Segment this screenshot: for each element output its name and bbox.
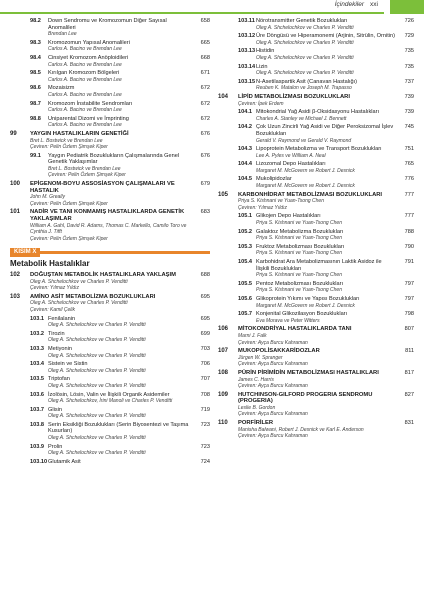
section-title: Down Sendromu ve Kromozomun Diğer Sayısal Anomalileri: [48, 18, 167, 31]
section-title: Mozaisizm: [48, 85, 75, 92]
section-page: 723: [200, 421, 210, 428]
section-page: 699: [200, 330, 210, 337]
section-title: Karbohidrat Ara Metabolizmasının Laktik Asidoz ile İlişkili Bozuklukları: [256, 259, 382, 272]
section-title: Mukolipidozlar: [256, 176, 292, 183]
author-line: Carlos A. Bacino ve Brendan Lee: [48, 76, 122, 83]
toc-section-entry: [30, 85, 210, 98]
section-number: 103.13: [238, 48, 256, 55]
section-number: 103.4: [30, 361, 44, 368]
toc-section-entry: [30, 55, 210, 68]
chapter-number: 102: [10, 272, 21, 278]
section-number: 104.4: [238, 161, 252, 168]
author-line: Çeviren: Ayça Burcu Kahraman: [238, 383, 308, 390]
section-number: 99.1: [30, 152, 41, 159]
author-line: Çeviren: Kamil Çelik: [30, 306, 76, 313]
section-number: 105.2: [238, 228, 252, 235]
chapter-number: 107: [218, 348, 229, 355]
section-page: 658: [200, 18, 210, 24]
section-number: 103.6: [30, 391, 44, 398]
author-line: Carlos A. Bacino ve Brendan Lee: [48, 61, 122, 68]
author-line: Çeviren: Pelin Özlem Şimşek Kiper: [48, 172, 126, 179]
author-line: Çeviren: Yılmaz Yıldız: [30, 285, 80, 292]
toc-chapter-entry: [218, 192, 414, 212]
section-page: 797: [404, 280, 414, 287]
section-page: 671: [200, 70, 210, 77]
section-number: 105.4: [238, 259, 252, 265]
author-line: Oleg A. Shchelochkov ve Charles P. Venditti: [256, 54, 354, 61]
toc-section-entry: [238, 146, 414, 159]
section-page: 791: [404, 259, 414, 265]
section-number: 98.8: [30, 115, 41, 122]
author-line: Carlos A. Bacino ve Brendan Lee: [48, 91, 122, 98]
section-page: 695: [200, 315, 210, 322]
section-page: 703: [200, 345, 210, 352]
chapter-page: 827: [404, 391, 414, 398]
author-line: Oleg A. Shchelochkov ve Charles P. Venditti: [48, 322, 146, 329]
author-line: Çeviren: Pelin Özlem Şimşek Kiper: [30, 200, 108, 207]
author-line: Priya S. Kishnani ve Yuan-Tsong Chen: [256, 220, 342, 227]
section-title: Cinsiyet Kromozom Anöploidileri: [48, 54, 129, 61]
chapter-title: KARBONHİDRAT METABOLİZMASI BOZUKLUKLARI: [238, 191, 383, 198]
section-number: 98.7: [30, 100, 41, 107]
author-line: Margaret M. McGovern ve Robert J. Desnick: [256, 167, 355, 174]
section-number: 98.6: [30, 85, 41, 92]
section-title: Kırılgan Kromozom Bölgeleri: [48, 70, 120, 77]
toc-section-entry: [238, 311, 414, 324]
author-line: Oleg A. Shchelochkov ve Charles P. Venditti: [48, 450, 146, 457]
toc-section-entry: [30, 392, 210, 405]
section-number: 104.1: [238, 109, 252, 116]
section-page: 672: [200, 85, 210, 92]
author-line: Oleg A. Shchelochkov ve Charles P. Venditti: [48, 413, 146, 420]
section-number: 104.5: [238, 176, 252, 183]
section-page: 751: [404, 146, 414, 153]
author-line: Oleg A. Shchelochkov ve Charles P. Venditti: [30, 278, 128, 285]
section-title: Glutamik Asit: [48, 458, 81, 465]
chapter-number: 108: [218, 369, 229, 376]
section-number: 104.3: [238, 146, 252, 153]
section-page: 665: [200, 39, 210, 46]
toc-section-entry: [30, 70, 210, 83]
chapter-number: 106: [218, 326, 229, 333]
chapter-number: 105: [218, 191, 229, 198]
chapter-number: 103: [10, 293, 21, 300]
toc-section-entry: [30, 316, 210, 329]
section-title: Galaktoz Metabolizma Bozuklukları: [256, 228, 344, 235]
section-page: 672: [200, 115, 210, 122]
chapter-page: 831: [404, 420, 414, 427]
chapter-title: DOĞUŞTAN METABOLİK HASTALIKLARA YAKLAŞIM: [30, 272, 176, 278]
chapter-title: PORFİRİLER: [238, 420, 274, 427]
section-page: 706: [200, 361, 210, 368]
author-line: John M. Greally: [30, 194, 66, 201]
section-title: Glikojen Depo Hastalıkları: [256, 213, 321, 220]
chapter-title: YAYGIN HASTALIKLARIN GENETİĞİ: [30, 130, 129, 137]
section-number: 103.3: [30, 345, 44, 352]
section-page: 676: [200, 152, 210, 159]
chapter-page: 817: [404, 369, 414, 376]
toc-chapter-entry: [218, 420, 414, 440]
toc-chapter-entry: [218, 94, 414, 107]
author-line: Jürgen W. Spranger: [238, 354, 283, 361]
toc-chapter-entry: [218, 370, 414, 390]
chapter-title: MİTOKONDRİYAL HASTALIKLARDA TANI: [238, 326, 352, 333]
section-title: Konjenital Glikozilasyon Bozuklukları: [256, 311, 348, 318]
section-title: Fruktoz Metabolizması Bozuklukları: [256, 243, 345, 250]
section-page: 739: [404, 109, 414, 116]
author-line: Çeviren: Ayça Burcu Kahraman: [238, 411, 308, 418]
chapter-number: 100: [10, 181, 21, 188]
section-title: Triptofan: [48, 376, 70, 383]
section-number: 103.10: [30, 458, 48, 465]
chapter-page: 777: [404, 191, 414, 198]
section-title: Üre Döngüsü ve Hiperamonemi (Arjinin, Sitrülin, Ornitin): [256, 33, 395, 40]
section-title: Tirozin: [48, 330, 65, 337]
section-title: Kromozom İnstabilite Sendromları: [48, 100, 133, 107]
author-line: Çeviren: Yılmaz Yıldız: [238, 204, 288, 211]
toc-section-entry: [238, 18, 414, 31]
author-line: Gerald V. Raymond ve Gerald V. Raymond: [256, 137, 352, 144]
section-title: Lizin: [256, 63, 268, 70]
author-line: Oleg A. Shchelochkov ve Charles P. Venditti: [30, 300, 128, 307]
chapter-page: 683: [200, 209, 210, 216]
author-line: Çeviren: Ayça Burcu Kahraman: [238, 339, 308, 346]
toc-section-entry: [30, 18, 210, 38]
section-number: 98.4: [30, 54, 41, 61]
author-line: Priya S. Kishnani ve Yuan-Tsong Chen: [256, 272, 342, 279]
author-line: Priya S. Kishnani ve Yuan-Tsong Chen: [256, 287, 342, 294]
author-line: Oleg A. Shchelochkov ve Charles P. Venditti: [48, 337, 146, 344]
section-page: 765: [404, 161, 414, 168]
author-line: Carlos A. Bacino ve Brendan Lee: [48, 107, 122, 114]
section-title: Mitokondrial Yağ Asidi β-Oksidasyonu Hastalıkları: [256, 109, 380, 116]
author-line: Çeviren: Pelin Özlem Şimşek Kiper: [30, 144, 108, 151]
toc-section-entry: [238, 281, 414, 294]
section-number: 98.5: [30, 70, 41, 77]
section-page: 724: [200, 458, 210, 465]
toc-section-entry: [238, 124, 414, 144]
toc-section-entry: [238, 161, 414, 174]
author-line: William A. Gahl, David R. Adams, Thomas C. Markello, Camilo Toro ve Cynthia J. Tifft: [30, 222, 187, 236]
author-line: Priya S. Kishnani ve Yuan-Tsong Chen: [256, 235, 342, 242]
toc-left-column: [10, 18, 210, 467]
toc-chapter-entry: [10, 131, 210, 151]
author-line: Manisha Balwani, Robert J. Desnick ve Karl E. Anderson: [238, 426, 364, 433]
section-page: 790: [404, 243, 414, 250]
section-number: 98.2: [30, 18, 41, 24]
toc-section-entry: [238, 109, 414, 122]
author-line: Lee A. Pyles ve William A. Neal: [256, 152, 326, 159]
toc-chapter-entry: [10, 294, 210, 314]
toc-section-entry: [30, 153, 210, 179]
page-header: [0, 0, 424, 14]
section-page: 708: [200, 391, 210, 398]
chapter-page: 739: [404, 93, 414, 100]
section-title: N-Asetilaspartik Asit (Canavan Hastalığı): [256, 78, 358, 85]
chapter-title: AMİNO ASİT METABOLİZMA BOZUKLUKLARI: [30, 293, 156, 300]
author-line: Oleg A. Shchelochkov ve Charles P. Venditti: [256, 70, 354, 77]
toc-section-entry: [238, 229, 414, 242]
toc-section-entry: [30, 422, 210, 442]
toc-chapter-entry: [10, 181, 210, 207]
author-line: Oleg A. Shchelochkov ve Charles P. Venditti: [48, 367, 146, 374]
section-page: 723: [200, 443, 210, 450]
author-line: Reuben K. Matalon ve Joseph M. Trapasso: [256, 85, 352, 92]
section-title: Metiyonin: [48, 345, 72, 352]
section-page: 735: [404, 48, 414, 55]
chapter-title: LİPİD METABOLİZMASI BOZUKLUKLARI: [238, 93, 350, 100]
section-title: Uniparental Dizomi ve İmprinting: [48, 115, 129, 122]
section-number: 103.7: [30, 406, 44, 413]
section-page: 668: [200, 54, 210, 61]
header-title: İçindekiler: [334, 1, 364, 8]
toc-section-entry: [238, 259, 414, 279]
header-rule: [0, 12, 384, 14]
section-number: 98.3: [30, 39, 41, 46]
author-line: Oleg A. Shchelochkov ve Charles P. Venditti: [256, 24, 354, 31]
chapter-title: HUTCHINSON-GILFORD PROGERIA SENDROMU (PROGERIA): [238, 391, 373, 405]
chapter-number: 104: [218, 93, 229, 100]
chapter-number: 110: [218, 420, 228, 427]
section-number: 104.2: [238, 124, 252, 131]
toc-section-entry: [238, 213, 414, 226]
part-label: KISIM X: [10, 248, 40, 257]
section-number: 103.2: [30, 330, 44, 337]
section-title: Histidin: [256, 48, 275, 55]
section-number: 105.6: [238, 295, 252, 302]
section-number: 103.5: [30, 376, 44, 383]
section-number: 105.5: [238, 280, 252, 287]
author-line: Çeviren: Pelin Özlem Şimşek Kiper: [30, 235, 108, 242]
section-title: Sistein ve Sistin: [48, 361, 88, 368]
author-line: Charles A. Stanley ve Michael J. Bennett: [256, 115, 347, 122]
author-line: Oleg A. Shchelochkov ve Charles P. Venditti: [48, 352, 146, 359]
section-number: 103.8: [30, 421, 44, 428]
chapter-page: 676: [200, 130, 210, 137]
author-line: Çeviren: Ayça Burcu Kahraman: [238, 433, 308, 440]
toc-section-entry: [30, 331, 210, 344]
author-line: Carlos A. Bacino ve Brendan Lee: [48, 122, 122, 129]
chapter-title: EPİGENOM-BOYU ASSOSİASYON ÇALIŞMALARI VE HASTALIK: [30, 181, 175, 194]
chapter-page: 811: [405, 348, 414, 355]
section-page: 672: [200, 100, 210, 107]
header-color-tab: [390, 0, 424, 14]
chapter-number: 101: [10, 209, 21, 216]
toc-section-entry: [30, 101, 210, 114]
chapter-title: PÜRİN PİRİMİDİN METABOLİZMASI HASTALIKLARI: [238, 369, 379, 376]
chapter-page: 695: [200, 293, 210, 300]
section-number: 103.12: [238, 33, 256, 40]
section-title: Serin Eksikliği Bozuklukları (Serin Biyosentezi ve Taşıma Kusurları): [48, 421, 189, 435]
author-line: Leslie B. Gordon: [238, 404, 276, 411]
toc-section-entry: [30, 116, 210, 129]
section-page: 797: [404, 295, 414, 302]
toc-section-entry: [30, 407, 210, 420]
author-line: Oleg A. Shchelochkov ve Charles P. Venditti: [256, 39, 354, 46]
part-banner: [10, 248, 210, 257]
section-number: 103.9: [30, 443, 44, 450]
section-title: Prolin: [48, 443, 63, 450]
chapter-title: NADİR VE TANI KONMAMIŞ HASTALIKLARDA GENETİK YAKLAŞIMLAR: [30, 209, 185, 223]
section-page: 729: [404, 33, 414, 40]
chapter-number: 99: [10, 130, 17, 137]
section-title: Çok Uzun Zincirli Yağ Asidi ve Diğer Peroksizomal İşlev Bozuklukları: [256, 124, 394, 137]
section-number: 103.1: [30, 315, 44, 322]
section-page: 726: [404, 18, 414, 24]
section-number: 105.7: [238, 311, 252, 318]
section-title: Yaygın Pediatrik Bozuklukların Çalışmalarında Genel Genetik Yaklaşımlar: [48, 152, 180, 166]
toc-chapter-entry: [218, 392, 414, 418]
author-line: Brendan Lee: [48, 31, 77, 38]
header-page-number: xxi: [370, 1, 378, 8]
section-number: 103.15: [238, 78, 256, 85]
section-title: İzolösin, Lösin, Valin ve İlişkili Organik Asidemiler: [48, 391, 170, 398]
section-page: 776: [404, 176, 414, 183]
author-line: Oleg A. Shchelochkov ve Charles P. Venditti: [48, 382, 146, 389]
author-line: Çeviren: İpek Erdem: [238, 100, 284, 107]
author-line: Çeviren: Ayça Burcu Kahraman: [238, 361, 308, 368]
section-page: 737: [404, 78, 414, 85]
section-page: 719: [200, 406, 210, 413]
part-title: Metabolik Hastalıklar: [10, 259, 90, 269]
toc-section-entry: [30, 40, 210, 53]
author-line: Oleg A. Shchelochkov ve Charles P. Venditti: [48, 435, 146, 442]
section-page: 735: [404, 63, 414, 70]
author-line: Bret L. Bostwick ve Brendan Lee: [30, 137, 103, 144]
section-title: Glisin: [48, 406, 62, 413]
toc-chapter-entry: [10, 209, 210, 242]
author-line: Priya S. Kishnani ve Yuan-Tsong Chen: [256, 250, 342, 257]
toc-section-entry: [238, 79, 414, 92]
chapter-page: 688: [200, 272, 210, 278]
author-line: Margaret M. McGovern ve Robert J. Desnick: [256, 302, 355, 309]
toc-section-entry: [30, 444, 210, 457]
toc-section-entry: [238, 48, 414, 61]
section-title: Glikoprotein Yıkımı ve Yapısı Bozuklukları: [256, 295, 360, 302]
section-number: 105.1: [238, 213, 252, 220]
author-line: Oleg A. Shchelochkov, İrini Manoli ve Charles P. Venditti: [48, 398, 173, 405]
toc-section-entry: [238, 244, 414, 257]
toc-right-column: [218, 18, 414, 442]
section-title: Lizozomal Depo Hastalıkları: [256, 161, 326, 168]
section-page: 788: [404, 228, 414, 235]
toc-chapter-entry: [218, 348, 414, 368]
section-page: 707: [200, 376, 210, 383]
author-line: Eva Morava ve Peter Witters: [256, 317, 320, 324]
chapter-number: 109: [218, 391, 229, 398]
section-title: Kromozomun Yapısal Anomalileri: [48, 39, 130, 46]
chapter-page: 807: [404, 326, 414, 333]
author-line: Margaret M. McGovern ve Robert J. Desnick: [256, 183, 355, 190]
author-line: Marni J. Falk: [238, 332, 267, 339]
toc-section-entry: [30, 361, 210, 374]
chapter-title: MUKOPOLİSAKKARİDOZLAR: [238, 348, 320, 355]
toc-chapter-entry: [218, 326, 414, 346]
section-title: Fenilalanin: [48, 315, 76, 322]
section-page: 777: [404, 213, 414, 220]
toc-section-entry: [238, 33, 414, 46]
toc-section-entry: [238, 64, 414, 77]
toc-section-entry: [30, 346, 210, 359]
author-line: Carlos A. Bacino ve Brendan Lee: [48, 46, 122, 53]
section-page: 745: [404, 124, 414, 131]
author-line: James C. Harris: [238, 376, 274, 383]
section-number: 105.3: [238, 243, 252, 250]
section-title: Pentoz Metabolizması Bozuklukları: [256, 280, 344, 287]
toc-section-entry: [30, 376, 210, 389]
author-line: Bret L. Bostwick ve Brendan Lee: [48, 165, 121, 172]
chapter-page: 679: [200, 181, 210, 188]
author-line: Priya S. Kishnani ve Yuan-Tsong Chen: [238, 198, 324, 205]
section-title: Lipoprotein Metabolizma ve Transport Bozuklukları: [256, 146, 382, 153]
section-number: 103.14: [238, 63, 256, 70]
toc-section-entry: [238, 296, 414, 309]
section-title: Nörotransmitter Genetik Bozuklukları: [256, 18, 348, 24]
toc-chapter-entry: [10, 272, 210, 292]
section-number: 103.11: [238, 18, 255, 24]
toc-section-entry: [238, 176, 414, 189]
toc-section-entry: [30, 459, 210, 466]
section-page: 798: [404, 311, 414, 318]
